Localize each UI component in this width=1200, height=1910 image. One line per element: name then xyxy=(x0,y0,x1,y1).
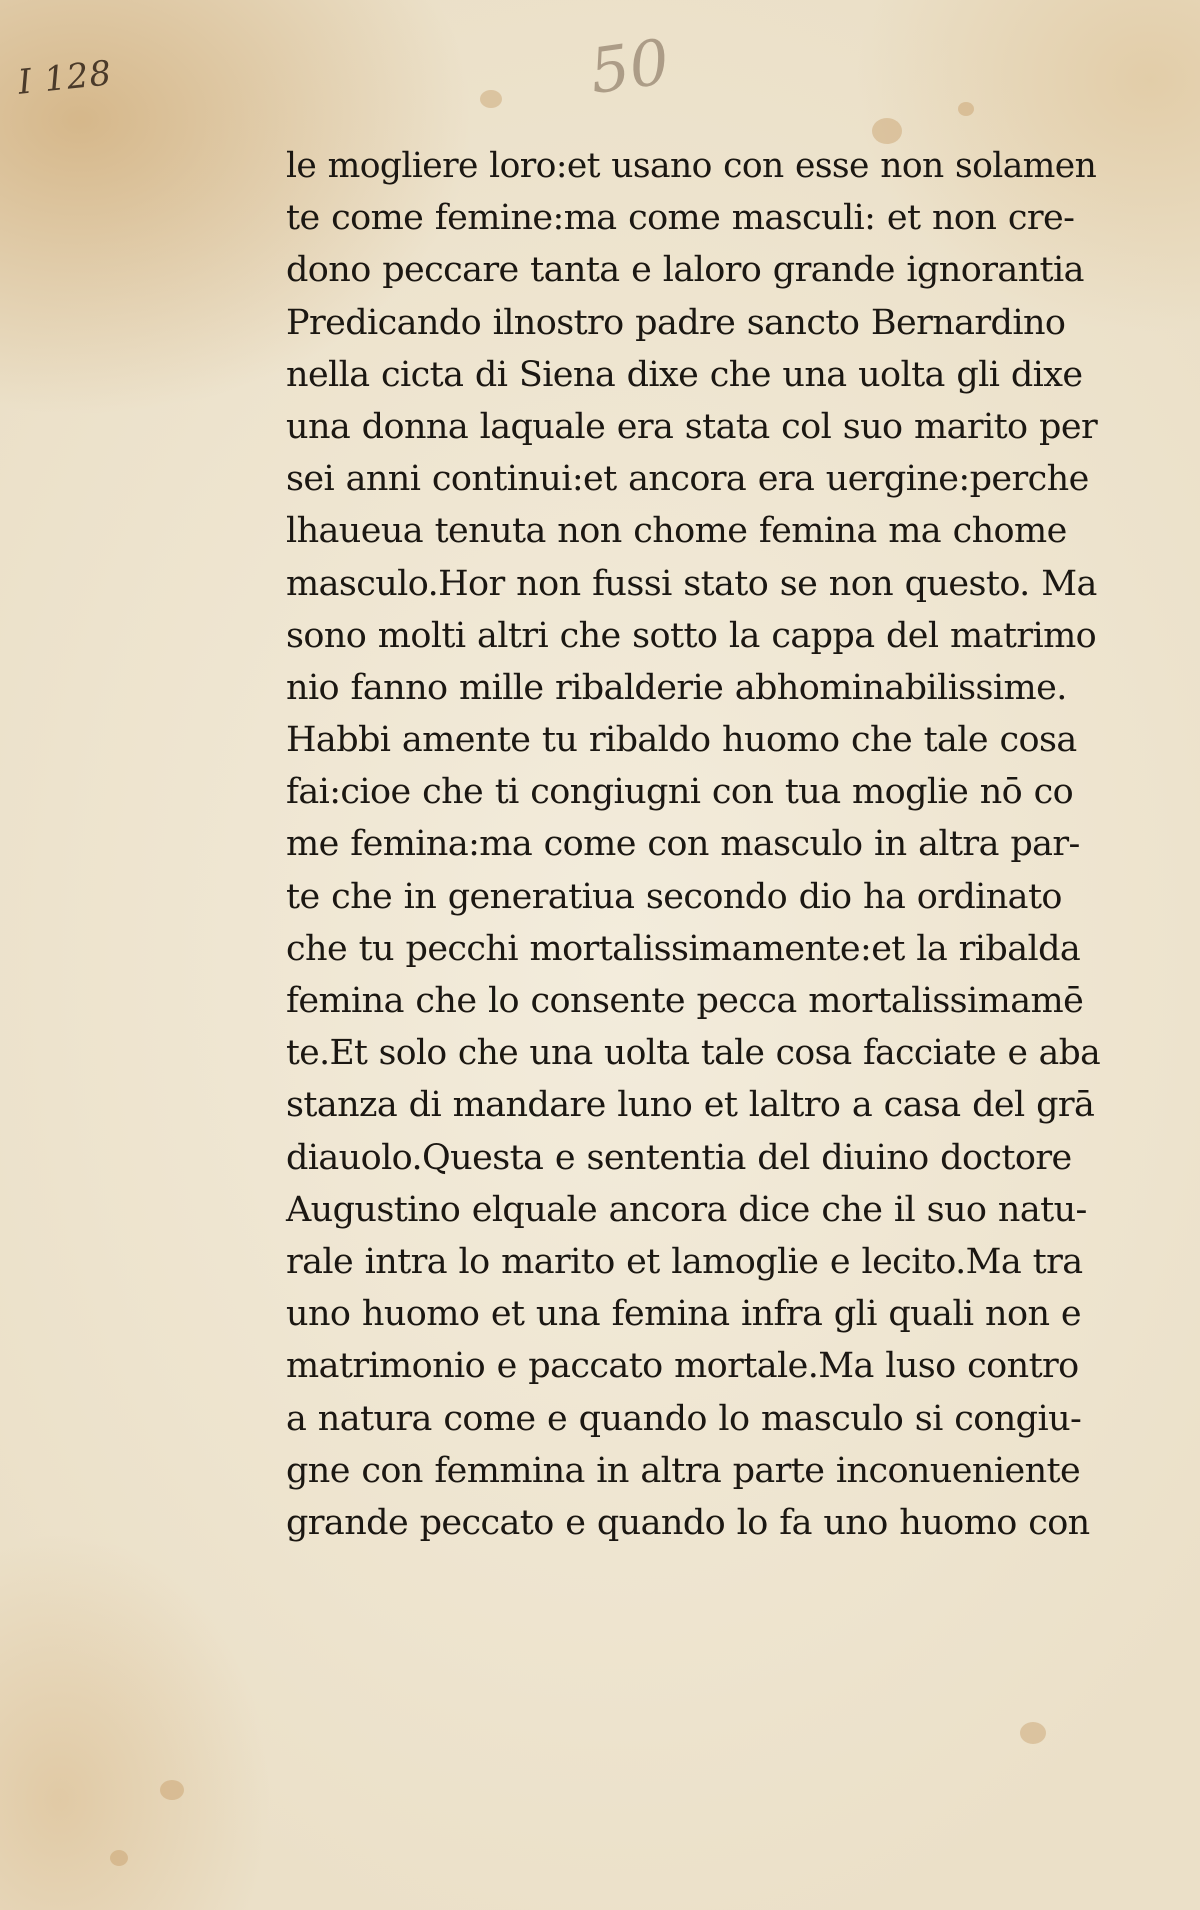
text-line: nio fanno mille ribalderie abhominabilissime. xyxy=(286,667,1067,708)
text-line: sei anni continui:et ancora era uergine:perche xyxy=(286,459,1089,500)
text-line: te come femine:ma come masculi: et non cre- xyxy=(286,198,1075,239)
folio-number: 50 xyxy=(585,24,674,109)
foxing-spot xyxy=(110,1850,128,1866)
foxing-spot xyxy=(480,90,502,108)
text-line: rale intra lo marito et lamoglie e lecito.Ma tra xyxy=(286,1241,1083,1282)
text-line: dono peccare tanta e laloro grande ignorantia xyxy=(286,250,1084,291)
text-line: sono molti altri che sotto la cappa del matrimo xyxy=(286,615,1097,656)
text-line: una donna laquale era stata col suo marito per xyxy=(286,406,1098,447)
text-line: nella cicta di Siena dixe che una uolta gli dixe xyxy=(286,354,1083,395)
text-line: matrimonio e paccato mortale.Ma luso contro xyxy=(286,1346,1079,1387)
text-line: me femina:ma come con masculo in altra par- xyxy=(286,824,1080,865)
text-line: Habbi amente tu ribaldo huomo che tale cosa xyxy=(286,720,1077,761)
text-line: uno huomo et una femina infra gli quali non e xyxy=(286,1294,1082,1335)
text-line: a natura come e quando lo masculo si congiu- xyxy=(286,1398,1082,1439)
text-line: lhaueua tenuta non chome femina ma chome xyxy=(286,511,1067,552)
text-line: diauolo.Questa e sententia del diuino doctore xyxy=(286,1137,1072,1178)
text-line: te.Et solo che una uolta tale cosa facciate e aba xyxy=(286,1033,1101,1074)
text-line: femina che lo consente pecca mortalissimamē xyxy=(286,981,1084,1021)
folio-note: I 128 xyxy=(16,53,114,103)
text-line: Predicando ilnostro padre sancto Bernardino xyxy=(286,302,1066,343)
foxing-spot xyxy=(958,102,974,116)
text-line: fai:cioe che ti congiugni con tua moglie nō co xyxy=(286,772,1074,813)
foxing-spot xyxy=(160,1780,184,1800)
text-line: grande peccato e quando lo fa uno huomo con xyxy=(286,1502,1090,1543)
text-line: stanza di mandare luno et laltro a casa del grā xyxy=(286,1085,1095,1126)
text-line: che tu pecchi mortalissimamente:et la ribalda xyxy=(286,928,1081,969)
foxing-spot xyxy=(1020,1722,1046,1744)
text-block xyxy=(286,140,1106,1549)
text-line: le mogliere loro:et usano con esse non solamen xyxy=(286,146,1097,186)
text-line: masculo.Hor non fussi stato se non questo. Ma xyxy=(286,563,1097,604)
text-line: te che in generatiua secondo dio ha ordinato xyxy=(286,876,1062,917)
text-line: Augustino elquale ancora dice che il suo natu- xyxy=(286,1189,1087,1230)
text-line: gne con femmina in altra parte inconueniente xyxy=(286,1450,1081,1491)
